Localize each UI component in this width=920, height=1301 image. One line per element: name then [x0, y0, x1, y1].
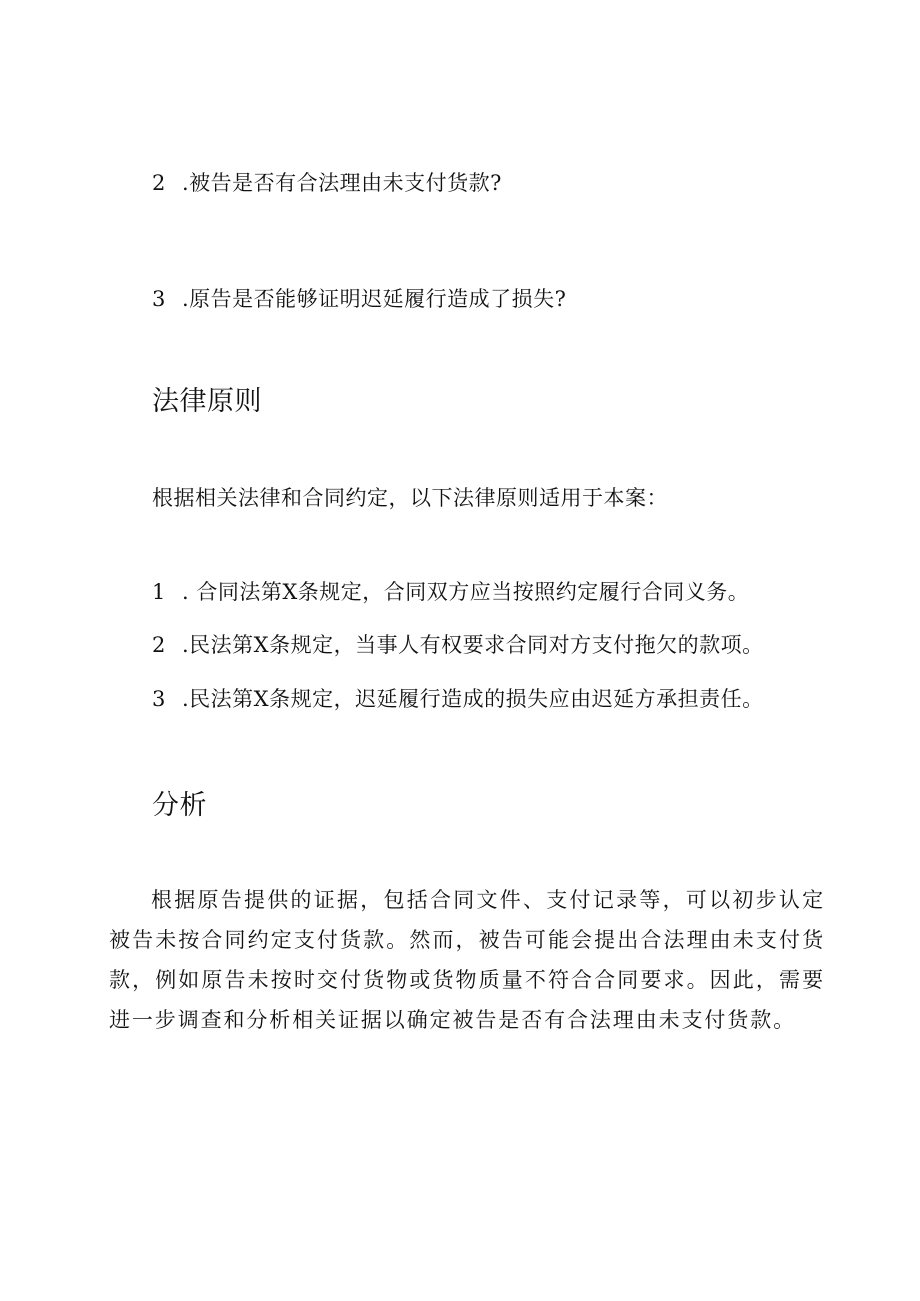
legal-principles-heading: 法律原则 — [152, 386, 262, 417]
question-item — [152, 168, 502, 198]
question-number: 3 — [152, 287, 166, 311]
principle-item — [152, 630, 764, 660]
analysis-heading: 分析 — [152, 790, 207, 821]
question-text: .被告是否有合法理由未支付货款? — [182, 171, 502, 195]
analysis-paragraph: 根据原告提供的证据，包括合同文件、支付记录等，可以初步认定被告未按合同约定支付货款。然而，被告可能会提出合法理由未支付货款，例如原告未按时交付货物或货物质量不符合合同要求。因此，需要进一步调查和分析相关证据以确定被告是否有合法理由未支付货款。 — [109, 888, 825, 1032]
principle-item — [152, 577, 749, 607]
question-number: 2 — [152, 171, 166, 195]
question-text: .原告是否能够证明迟延履行造成了损失? — [182, 287, 567, 311]
principle-text: .民法第X条规定，当事人有权要求合同对方支付拖欠的款项。 — [182, 633, 764, 657]
legal-principles-intro: 根据相关法律和合同约定，以下法律原则适用于本案： — [152, 486, 668, 510]
principle-text: .民法第X条规定，迟延履行造成的损失应由迟延方承担责任。 — [182, 687, 764, 711]
principle-number: 2 — [152, 633, 166, 657]
principle-item — [152, 684, 764, 714]
principle-number: 3 — [152, 687, 166, 711]
principle-number: 1 — [152, 580, 166, 604]
question-item — [152, 284, 566, 314]
principle-text: . 合同法第X条规定，合同双方应当按照约定履行合同义务。 — [182, 580, 750, 604]
